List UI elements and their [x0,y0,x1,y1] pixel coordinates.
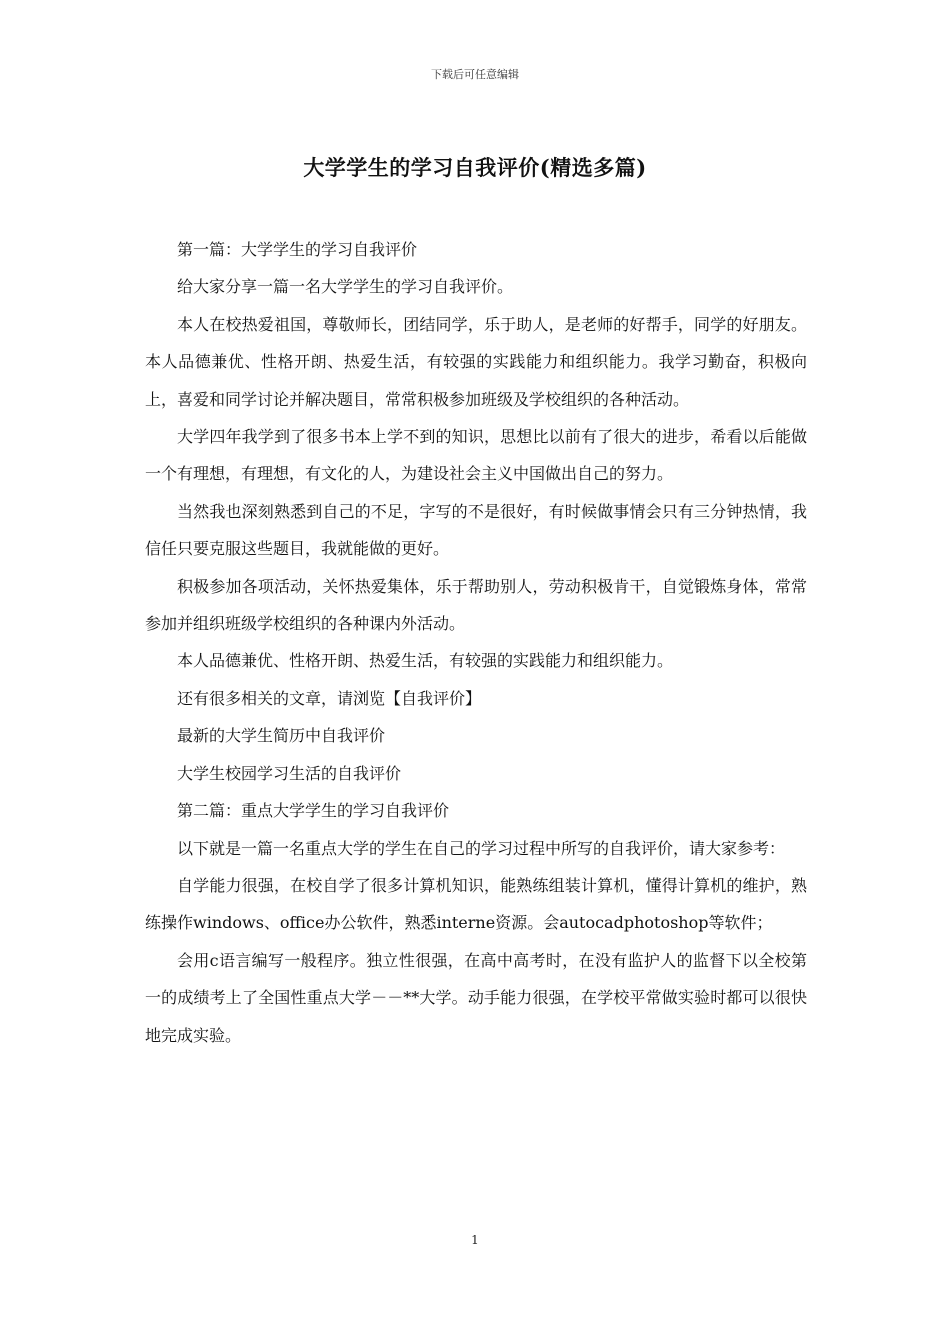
paragraph: 积极参加各项活动，关怀热爱集体，乐于帮助别人，劳动积极肯干，自觉锻炼身体，常常参加并组织班级学校组织的各种课内外活动。 [145,576,807,634]
paragraph: 本人在校热爱祖国，尊敬师长，团结同学，乐于助人，是老师的好帮手，同学的好朋友。本人品德兼优、性格开朗、热爱生活，有较强的实践能力和组织能力。我学习勤奋，积极向上，喜爱和同学讨论并解决题目，常常积极参加班级及学校组织的各种活动。 [145,314,807,409]
paragraph: 会用c语言编写一般程序。独立性很强，在高中高考时，在没有监护人的监督下以全校第一的成绩考上了全国性重点大学－－**大学。动手能力很强，在学校平常做实验时都可以很快地完成实验。 [145,950,807,1045]
paragraph: 还有很多相关的文章，请浏览【自我评价】 [177,688,482,708]
document-body [145,231,807,1054]
paragraph: 大学四年我学到了很多书本上学不到的知识，思想比以前有了很大的进步，希看以后能做一个有理想，有理想，有文化的人，为建设社会主义中国做出自己的努力。 [145,427,807,484]
paragraph: 第一篇：大学学生的学习自我评价 [177,240,418,259]
page-number: 1 [471,1233,479,1247]
document-title: 大学学生的学习自我评价(精选多篇) [303,155,647,180]
paragraph: 给大家分享一篇一名大学学生的学习自我评价。 [177,277,514,297]
paragraph: 本人品德兼优、性格开朗、热爱生活，有较强的实践能力和组织能力。 [177,651,674,671]
paragraph: 最新的大学生简历中自我评价 [177,726,386,746]
paragraph: 自学能力很强，在校自学了很多计算机知识，能熟练组装计算机，懂得计算机的维护，熟练操作windows、office办公软件，熟悉interne资源。会autocadphotoshop等软件； [145,875,807,933]
paragraph: 大学生校园学习生活的自我评价 [177,763,402,783]
paragraph: 以下就是一篇一名重点大学的学生在自己的学习过程中所写的自我评价，请大家参考： [177,838,786,858]
paragraph: 第二篇：重点大学学生的学习自我评价 [177,801,450,821]
paragraph: 当然我也深刻熟悉到自己的不足，字写的不是很好，有时候做事情会只有三分钟热情，我信任只要克服这些题目，我就能做的更好。 [145,501,807,559]
header-note: 下载后可任意编辑 [431,68,519,81]
